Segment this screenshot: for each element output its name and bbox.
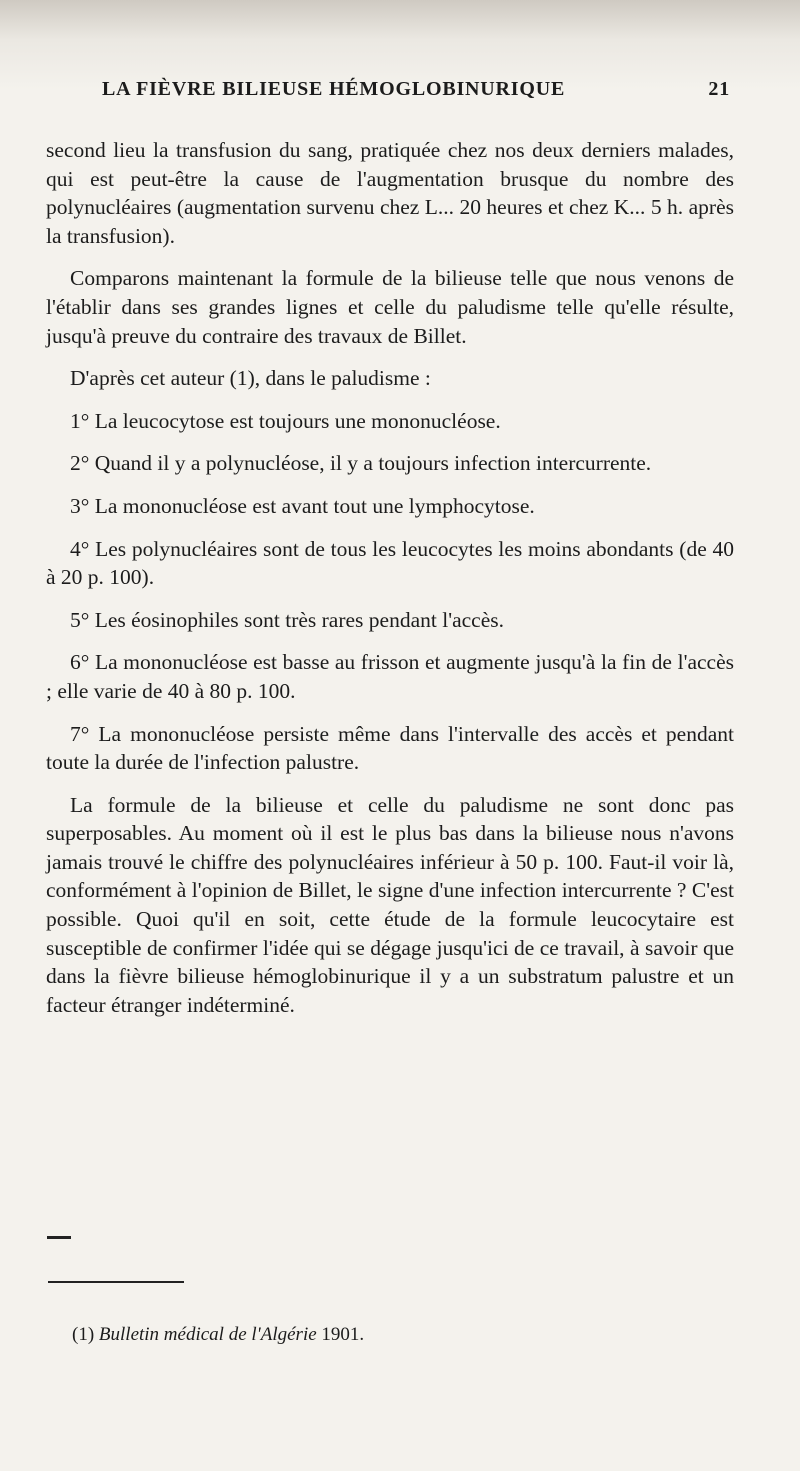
footnote-year: 1901.: [321, 1324, 365, 1345]
list-item-7: 7° La mononucléose persiste même dans l'intervalle des accès et pendant toute la durée de l'infection palustre.: [46, 721, 734, 775]
footnote-source: Bulletin médical de l'Algérie: [98, 1324, 317, 1345]
paragraph-continuation: second lieu la transfusion du sang, pratiquée chez nos deux derniers malades, qui est peut-être la cause de l'augmentation brusque du nombre des polynucléaires (augmentation survenu chez L... 20 heures et chez K... 5 h. après la transfusion).: [46, 138, 734, 248]
paragraph-conclusion: La formule de la bilieuse et celle du paludisme ne sont donc pas superposables. Au moment où il est le plus bas dans la bilieuse nous n'avons jamais trouvé le chiffre des polynucléaires inférieur à 50 p. 100. Faut-il voir là, conformément à l'opinion de Billet, le signe d'une infection intercurrente ? C'est possible. Quoi qu'il en soit, cette étude de la formule leucocytaire est susceptible de confirmer l'idée qui se dégage jusqu'ici de ce travail, à savoir que dans la fièvre bilieuse hémoglobinurique il y a un substratum palustre et un facteur étranger indéterminé.: [46, 792, 734, 1017]
list-item-2: 2° Quand il y a polynucléose, il y a toujours infection intercurrente.: [70, 451, 652, 476]
paragraph-comparison: Comparons maintenant la formule de la bilieuse telle que nous venons de l'établir dans ses grandes lignes et celle du paludisme telle qu'elle résulte, jusqu'à preuve du contraire des travaux de Billet.: [46, 266, 734, 348]
list-item-4: 4° Les polynucléaires sont de tous les leucocytes les moins abondants (de 40 à 20 p. 100).: [46, 536, 734, 590]
paragraph-intro-list: D'après cet auteur (1), dans le paludisme :: [70, 366, 431, 391]
list-item-1: 1° La leucocytose est toujours une mononucléose.: [70, 408, 501, 433]
footnote-marker: (1): [72, 1324, 95, 1345]
running-header: [102, 78, 730, 101]
list-item-6: 6° La mononucléose est basse au frisson et augmente jusqu'à la fin de l'accès ; elle varie de 40 à 80 p. 100.: [46, 650, 734, 703]
list-item-3: 3° La mononucléose est avant tout une lymphocytose.: [70, 493, 535, 518]
footnote: [72, 1324, 364, 1346]
list-item-5: 5° Les éosinophiles sont très rares pendant l'accès.: [70, 607, 504, 632]
footnote-rule: [48, 1281, 184, 1283]
main-text: [46, 136, 734, 1033]
running-title: LA FIÈVRE BILIEUSE HÉMOGLOBINURIQUE: [102, 78, 566, 100]
page-number: 21: [708, 78, 730, 100]
end-dash: [47, 1236, 71, 1239]
